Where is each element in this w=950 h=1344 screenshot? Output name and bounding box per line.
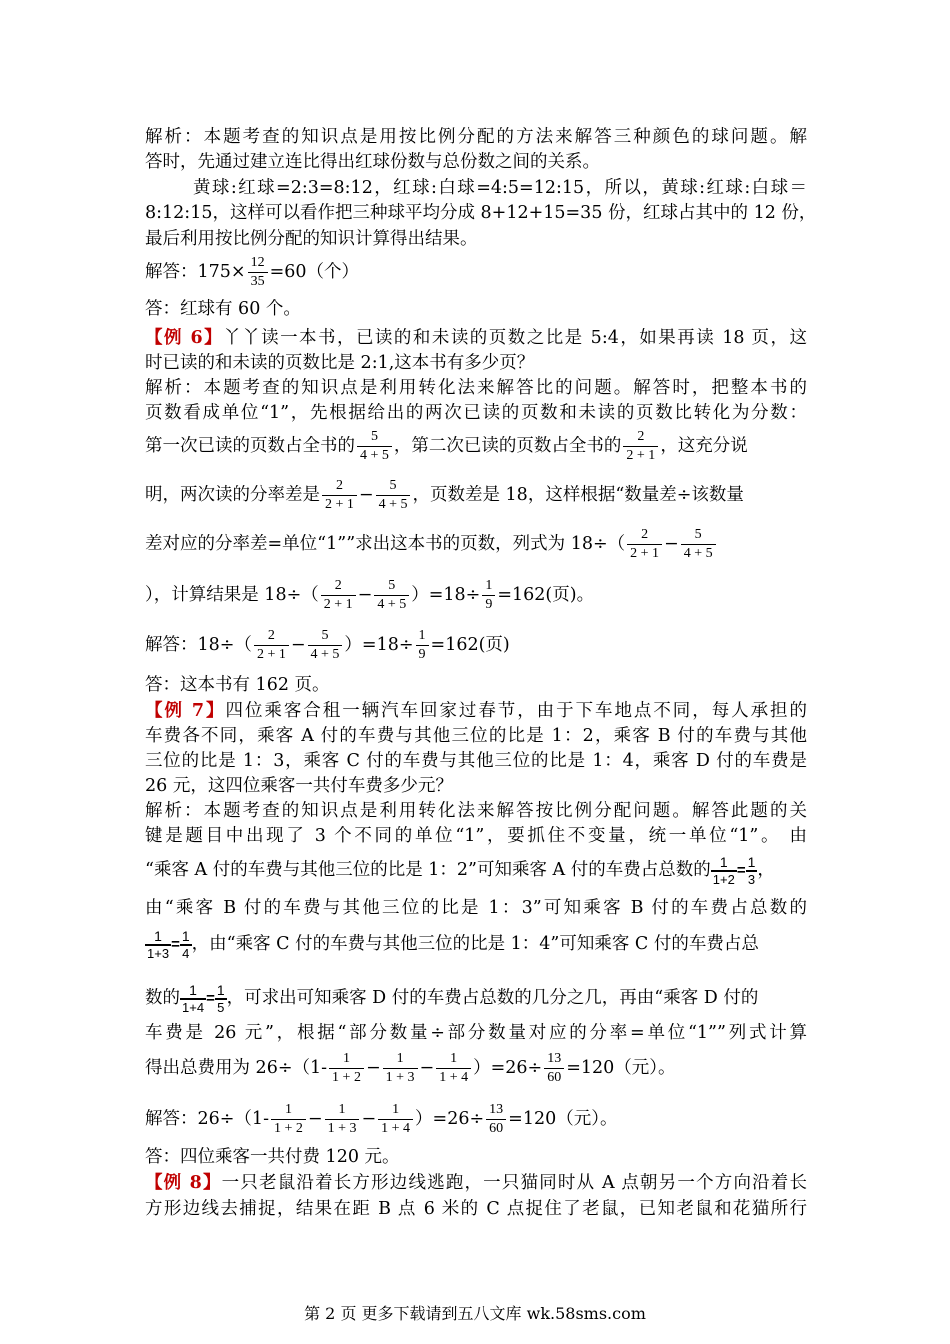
text-line: 26 元，这四位乘客一共付车费多少元？ (145, 776, 453, 796)
text-line: 答时，先通过建立连比得出红球份数与总份数之间的关系。 (145, 152, 600, 172)
answer-line: 解答：18÷（ $\frac{2}{2 + 1}$ − $\frac{5}{4 + 5}$ ）=18÷ $\frac{1}{9}$ =162(页) (145, 628, 510, 662)
answer-line: 解答：26÷（1- $\frac{1}{1 + 2}$ − $\frac{1}{1 + 3}$ − $\frac{1}{1 + 4}$ ）=26÷ $\frac{13}{60}$ =120（元）。 (145, 1102, 618, 1136)
fraction-12-35: $\frac{12}{35}$ (248, 254, 268, 291)
fraction-1-1plus3: $\frac{1}{1 + 3}$ (383, 1050, 418, 1087)
fraction-13-60: $\frac{13}{60}$ (544, 1050, 564, 1087)
example-6-title: 【例 6】丫丫读一本书，已读的和未读的页数之比是 5:4，如果再读 18 页，这 (145, 328, 807, 348)
example-7-title: 【例 7】四位乘客合租一辆汽车回家过春节，由于下车地点不同，每人承担的 (145, 701, 807, 721)
fraction-1-3: $\frac{1}{3}$ (747, 854, 756, 887)
text-line: “乘客 A 付的车费与其他三位的比是 1：2”可知乘客 A 付的车费占总数的 $\frac{1}{1+2}$ = $\frac{1}{3}$ ， (145, 854, 775, 887)
example-tag: 【例 6】 (145, 328, 224, 348)
text-line: 解析：本题考查的知识点是用按比例分配的方法来解答三种颜色的球问题。解 (145, 127, 807, 147)
fraction-5-4plus5: $\frac{5}{4 + 5}$ (376, 477, 411, 514)
text-line: 三位的比是 1：3，乘客 C 付的车费与其他三位的比是 1：4，乘客 D 付的车费是 (145, 751, 807, 771)
fraction-1-1plus2: $\frac{1}{1 + 2}$ (329, 1050, 364, 1087)
text-line: $\frac{1}{1+3}$ = $\frac{1}{4}$ ，由“乘客 C 付的车费与其他三位的比是 1：4”可知乘客 C 付的车费占总 (147, 928, 759, 961)
text-line: 黄球:红球=2:3=8:12，红球:白球=4:5=12:15，所以，黄球:红球:白球＝ (193, 178, 807, 198)
text-line: 答：这本书有 162 页。 (145, 675, 330, 695)
fraction-1-9: $\frac{1}{9}$ (482, 577, 495, 614)
fraction-5-4plus5: $\frac{5}{4 + 5}$ (681, 526, 716, 563)
fraction-2-2plus1: $\frac{2}{2 + 1}$ (322, 477, 357, 514)
fraction-13-60: $\frac{13}{60}$ (486, 1101, 506, 1138)
fraction-1-1plus3: $\frac{1}{1+3}$ (147, 928, 170, 961)
text-line: 解析：本题考查的知识点是利用转化法来解答按比例分配问题。解答此题的关 (145, 801, 807, 821)
answer-text: =60（个） (269, 262, 360, 282)
answer-line (145, 254, 807, 291)
fraction-5-4plus5: $\frac{5}{4 + 5}$ (357, 428, 392, 465)
example-tag: 【例 8】 (145, 1173, 222, 1193)
example-8-title: 【例 8】一只老鼠沿着长方形边线逃跑，一只猫同时从 A 点朝另一个方向沿着长 (145, 1173, 807, 1193)
answer-text: 解答：175× (145, 262, 246, 282)
text-line: 车费是 26 元”，根据“部分数量÷部分数量对应的分率=单位“1””列式计算 (145, 1023, 807, 1043)
text-line: 答：四位乘客一共付费 120 元。 (145, 1147, 400, 1167)
text-line: 差对应的分率差=单位“1””求出这本书的页数，列式为 18÷（ $\frac{2}{2 + 1}$ − $\frac{5}{4 + 5}$ (145, 524, 807, 564)
text-line: 数的 $\frac{1}{1+4}$ = $\frac{1}{5}$ ，可求出可知乘客 D 付的车费占总数的几分之几，再由“乘客 D 付的 (145, 982, 759, 1015)
text-line: 键是题目中出现了 3 个不同的单位“1”，要抓住不变量，统一单位“1”。 由 (145, 826, 807, 846)
fraction-2-2plus1: $\frac{2}{2 + 1}$ (623, 428, 658, 465)
fraction-2-2plus1: $\frac{2}{2 + 1}$ (254, 627, 289, 664)
fraction-1-1plus2: $\frac{1}{1 + 2}$ (271, 1101, 306, 1138)
text-line: 明，两次读的分率差是 $\frac{2}{2 + 1}$ − $\frac{5}{4 + 5}$ ，页数差是 18，这样根据“数量差÷该数量 (145, 478, 744, 512)
text-line: 由“乘客 B 付的车费与其他三位的比是 1：3”可知乘客 B 付的车费占总数的 (145, 898, 807, 918)
fraction-1-1plus4: $\frac{1}{1 + 4}$ (378, 1101, 413, 1138)
text-line: 最后利用按比例分配的知识计算得出结果。 (145, 229, 478, 249)
fraction-1-1plus4: $\frac{1}{1 + 4}$ (436, 1050, 471, 1087)
text-line: 解析：本题考查的知识点是利用转化法来解答比的问题。解答时，把整本书的 (145, 378, 807, 398)
text-line: 时已读的和未读的页数比是 2:1,这本书有多少页？ (145, 353, 535, 373)
fraction-1-4: $\frac{1}{4}$ (181, 928, 190, 961)
fraction-1-1plus4: $\frac{1}{1+4}$ (182, 982, 205, 1015)
text-line: 第一次已读的页数占全书的 $\frac{5}{4 + 5}$ ，第二次已读的页数占全书的 $\frac{2}{2 + 1}$ ，这充分说 (145, 429, 748, 463)
fraction-2-2plus1: $\frac{2}{2 + 1}$ (321, 577, 356, 614)
text-line: 得出总费用为 26÷（1- $\frac{1}{1 + 2}$ − $\frac{1}{1 + 3}$ − $\frac{1}{1 + 4}$ ）=26÷ $\frac{13}{60}$ =120（元）。 (145, 1051, 676, 1085)
text-line: 车费各不同，乘客 A 付的车费与其他三位的比是 1：2，乘客 B 付的车费与其他 (145, 726, 807, 746)
fraction-1-5: $\frac{1}{5}$ (216, 982, 225, 1015)
fraction-5-4plus5: $\frac{5}{4 + 5}$ (374, 577, 409, 614)
fraction-1-9: $\frac{1}{9}$ (416, 627, 429, 664)
text-line: 8:12:15，这样可以看作把三种球平均分成 8+12+15=35 份，红球占其中的 12 份， (145, 203, 817, 223)
fraction-2-2plus1: $\frac{2}{2 + 1}$ (627, 526, 662, 563)
text-line: 页数看成单位“1”，先根据给出的两次已读的页数和未读的页数比转化为分数： (145, 403, 807, 423)
page-footer: 第 2 页 更多下载请到五八文库 wk.58sms.com (304, 1304, 646, 1323)
text-line: 答：红球有 60 个。 (145, 299, 301, 319)
text-line: ），计算结果是 18÷（ $\frac{2}{2 + 1}$ − $\frac{5}{4 + 5}$ ）=18÷ $\frac{1}{9}$ =162(页)。 (145, 578, 595, 612)
fraction-1-1plus2: $\frac{1}{1+2}$ (712, 854, 735, 887)
example-tag: 【例 7】 (145, 701, 226, 721)
fraction-5-4plus5: $\frac{5}{4 + 5}$ (308, 627, 343, 664)
text-line: 方形边线去捕捉，结果在距 B 点 6 米的 C 点捉住了老鼠，已知老鼠和花猫所行 (145, 1199, 807, 1219)
fraction-1-1plus3: $\frac{1}{1 + 3}$ (325, 1101, 360, 1138)
